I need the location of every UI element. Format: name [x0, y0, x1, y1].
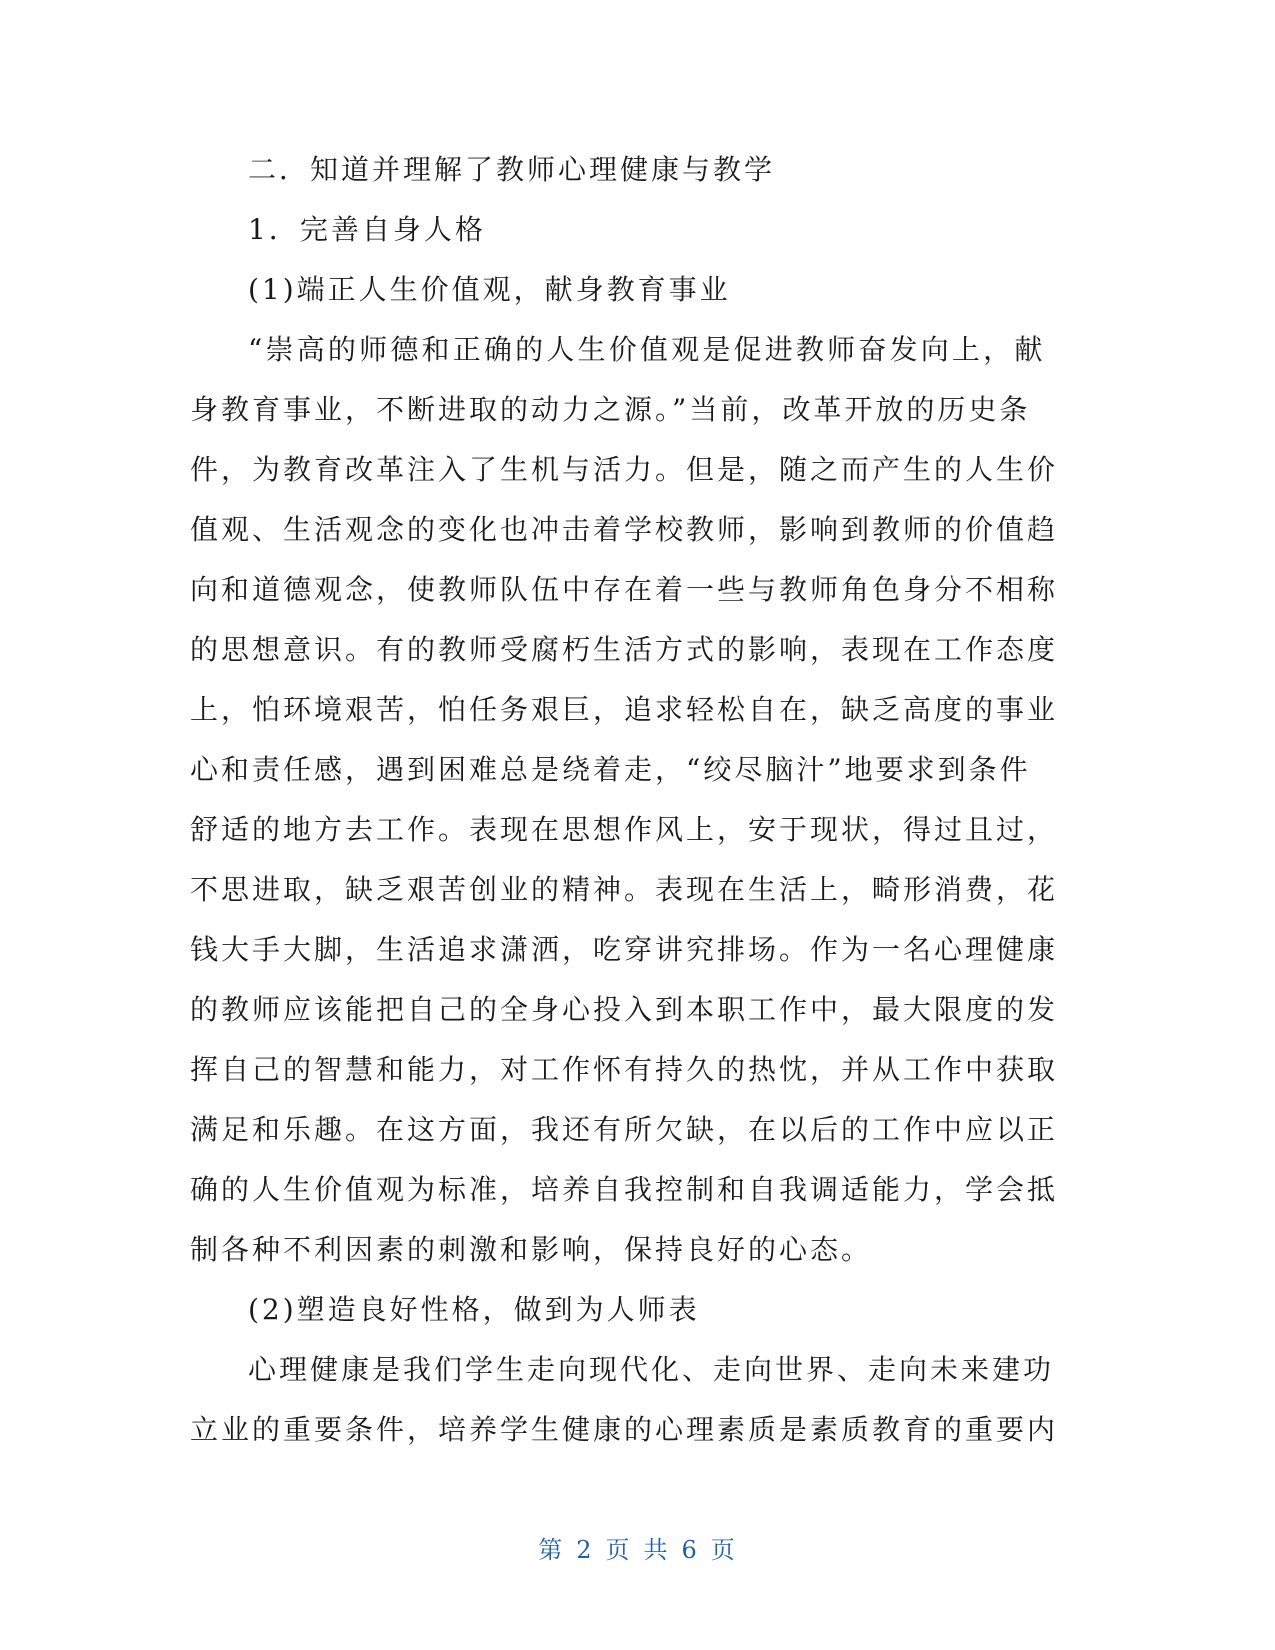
footer-total-suffix: 页	[710, 1536, 737, 1564]
paragraph-line: 值观、生活观念的变化也冲击着学校教师，影响到教师的价值趋	[190, 513, 1059, 546]
subsection-heading: 1．完善自身人格	[248, 213, 486, 246]
item-heading-2: (2)塑造良好性格，做到为人师表	[248, 1293, 700, 1326]
paragraph-line: 确的人生价值观为标准，培养自我控制和自我调适能力，学会抵	[190, 1173, 1059, 1206]
paragraph-line: 立业的重要条件，培养学生健康的心理素质是素质教育的重要内	[190, 1413, 1059, 1446]
paragraph-line: 的思想意识。有的教师受腐朽生活方式的影响，表现在工作态度	[190, 633, 1059, 666]
footer-total-prefix: 共	[643, 1536, 670, 1564]
paragraph-line: 制各种不利因素的刺激和影响，保持良好的心态。	[190, 1233, 873, 1266]
paragraph-line: “崇高的师德和正确的人生价值观是促进教师奋发向上，献	[248, 333, 1046, 366]
paragraph-line: 满足和乐趣。在这方面，我还有所欠缺，在以后的工作中应以正	[190, 1113, 1059, 1146]
paragraph-line: 心理健康是我们学生走向现代化、走向世界、走向未来建功	[248, 1353, 1055, 1386]
paragraph-2	[190, 1340, 1070, 1460]
paragraph-line: 身教育事业，不断进取的动力之源。”当前，改革开放的历史条	[190, 393, 1031, 426]
page-footer	[0, 1530, 1275, 1565]
paragraph-line: 不思进取，缺乏艰苦创业的精神。表现在生活上，畸形消费，花	[190, 873, 1059, 906]
footer-page-prefix: 第	[538, 1536, 565, 1564]
paragraph-line: 心和责任感，遇到困难总是绕着走，“绞尽脑汁”地要求到条件	[190, 753, 1031, 786]
section-heading: 二．知道并理解了教师心理健康与教学	[248, 153, 776, 186]
document-body	[190, 140, 1070, 1460]
paragraph-line: 件，为教育改革注入了生机与活力。但是，随之而产生的人生价	[190, 453, 1059, 486]
paragraph-line: 挥自己的智慧和能力，对工作怀有持久的热忱，并从工作中获取	[190, 1053, 1059, 1086]
footer-page-mid: 页	[605, 1536, 632, 1564]
paragraph-line: 的教师应该能把自己的全身心投入到本职工作中，最大限度的发	[190, 993, 1059, 1026]
paragraph-line: 向和道德观念，使教师队伍中存在着一些与教师角色身分不相称	[190, 573, 1059, 606]
paragraph-1	[190, 320, 1070, 1280]
paragraph-line: 舒适的地方去工作。表现在思想作风上，安于现状，得过且过，	[190, 813, 1059, 846]
paragraph-line: 钱大手大脚，生活追求潇洒，吃穿讲究排场。作为一名心理健康	[190, 933, 1059, 966]
item-heading-1: (1)端正人生价值观，献身教育事业	[248, 273, 731, 306]
paragraph-line: 上，怕环境艰苦，怕任务艰巨，追求轻松自在，缺乏高度的事业	[190, 693, 1059, 726]
footer-total-pages: 6	[681, 1536, 699, 1564]
footer-page-number: 2	[576, 1536, 594, 1564]
